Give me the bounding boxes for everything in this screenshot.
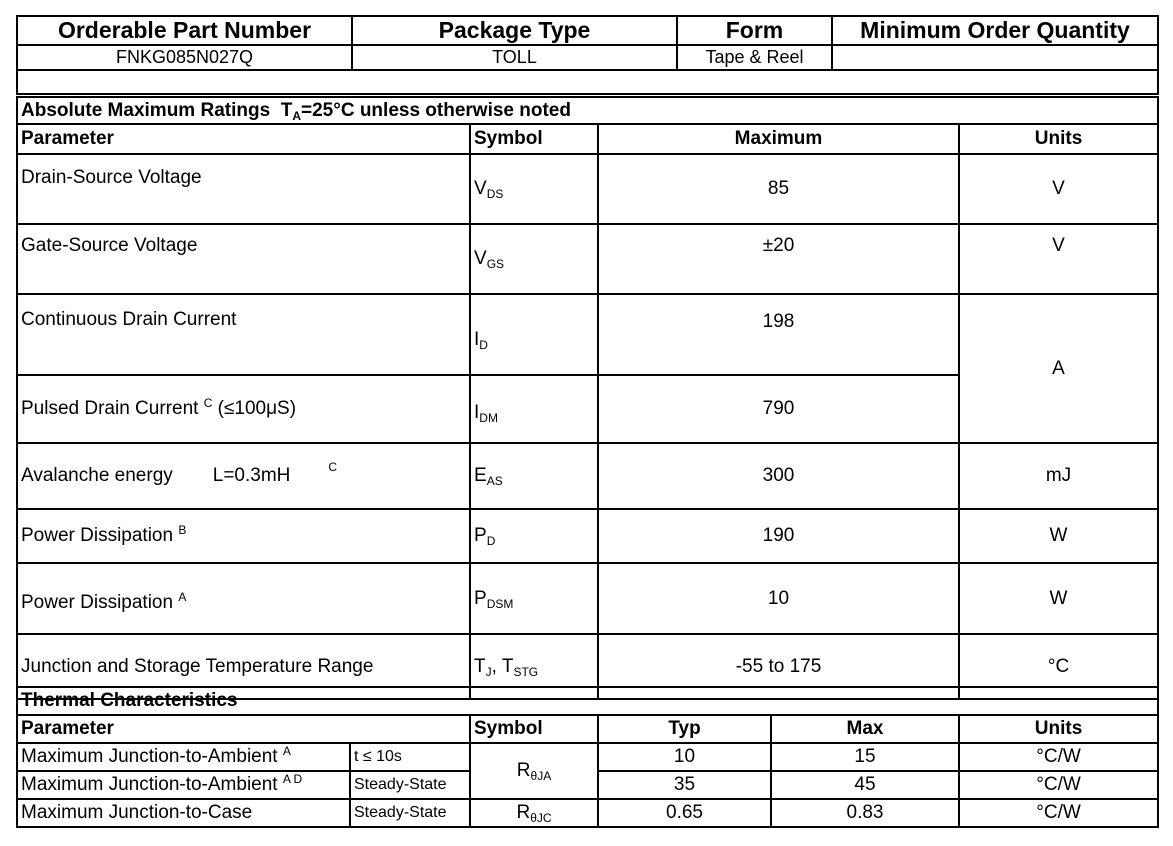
abs-max-title: Absolute Maximum Ratings $T_A=25^\circ C$ unless otherwise noted [17,97,1158,124]
col-typ: Typ [598,715,771,743]
table-row: Avalanche energy L=0.3mH $^C$ $E_{AS}$ 300 mJ [17,443,1158,509]
package-type-value: TOLL [352,45,677,70]
header-form: Form [677,16,832,45]
col-maximum: Maximum [598,124,959,154]
spacer-row [17,70,1158,94]
table-row: Maximum Junction-to-Ambient $^A$ t ≤ 10s $R_{\theta JA}$ 10 15 °C/W [17,743,1158,771]
col-symbol: Symbol [470,124,598,154]
col-units: Units [959,124,1158,154]
col-parameter: Parameter [17,715,470,743]
header-min-order-qty: Minimum Order Quantity [832,16,1158,45]
col-units: Units [959,715,1158,743]
form-value: Tape & Reel [677,45,832,70]
symbol-r-theta-jc: $R_{\theta JC}$ [470,799,598,827]
thermal-characteristics-table [16,686,1159,828]
thermal-title: Thermal Characteristics [17,687,1158,715]
table-row: Junction and Storage Temperature Range $T_J$, $T_{STG}$ -55 to 175 °C [17,634,1158,699]
current-unit: A [959,294,1158,443]
table-row: Maximum Junction-to-Case Steady-State $R_{\theta JC}$ 0.65 0.83 °C/W [17,799,1158,827]
absolute-max-ratings-table [16,96,1159,700]
table-row: Drain-Source Voltage $V_{DS}$ 85 V [17,154,1158,224]
table-row: Maximum Junction-to-Ambient $^{A D}$ Steady-State 35 45 °C/W [17,771,1158,799]
col-parameter: Parameter [17,124,470,154]
table-row: Power Dissipation $^B$ $P_D$ 190 W [17,509,1158,563]
col-max: Max [771,715,959,743]
symbol-r-theta-ja: $R_{\theta JA}$ [470,743,598,799]
table-row: Pulsed Drain Current $^C$ (≤100μS) $I_{DM}$ 790 [17,375,1158,443]
header-part-number: Orderable Part Number [17,16,352,45]
part-number-value: FNKG085N027Q [17,45,352,70]
ordering-table [16,15,1159,95]
col-symbol: Symbol [470,715,598,743]
table-row: Power Dissipation $^A$ $P_{DSM}$ 10 W [17,563,1158,634]
table-row: Continuous Drain Current $I_D$ 198 A [17,294,1158,375]
table-row: Gate-Source Voltage $V_{GS}$ ±20 V [17,224,1158,294]
header-package-type: Package Type [352,16,677,45]
min-order-qty-value [832,45,1158,70]
